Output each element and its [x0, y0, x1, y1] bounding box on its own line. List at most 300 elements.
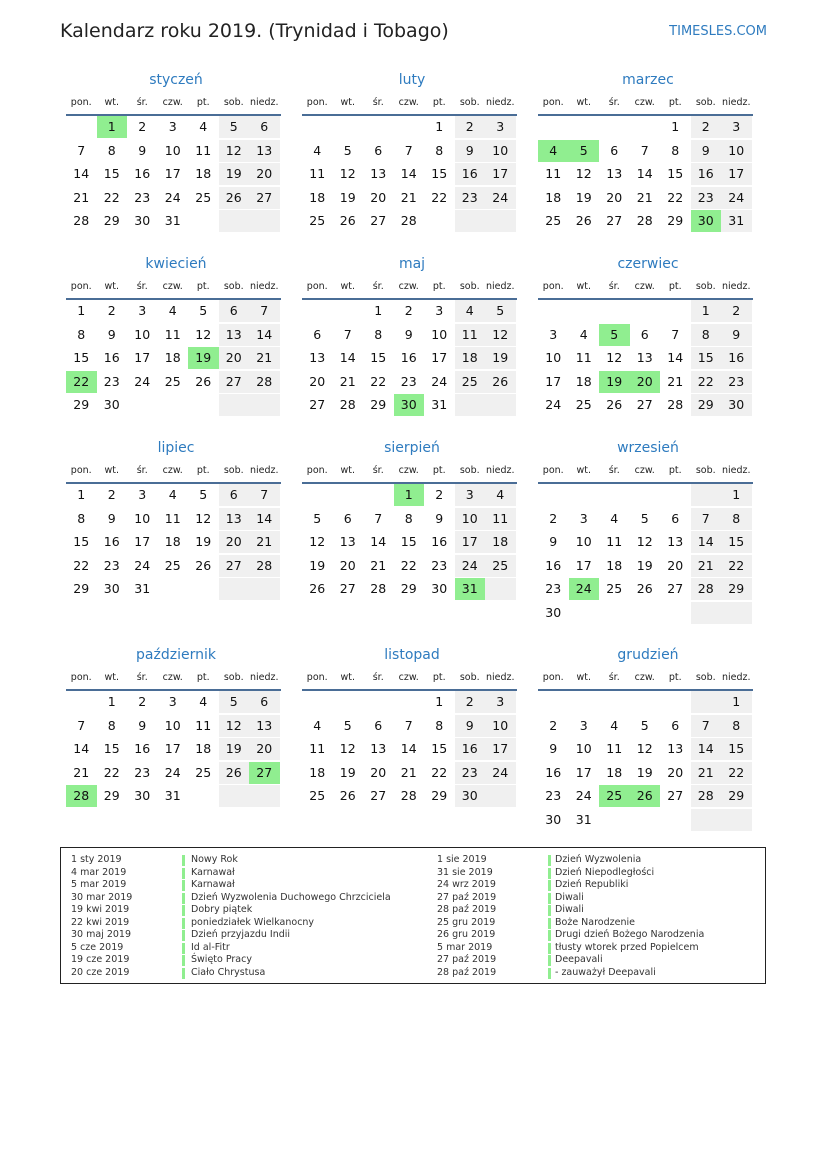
- day-cell: 16: [431, 534, 448, 549]
- day-cell: 29: [721, 785, 752, 807]
- day-cell: 24: [569, 578, 600, 600]
- empty-cell: [219, 394, 250, 416]
- day-cell: 6: [313, 326, 322, 342]
- day-cell: 27: [370, 788, 387, 803]
- day-cell: 27: [370, 213, 387, 228]
- day-cell: 3: [435, 303, 444, 318]
- day-cell: 25: [545, 213, 562, 228]
- day-cell: 4: [168, 303, 177, 318]
- day-cell: 26: [219, 187, 250, 209]
- empty-cell: [569, 300, 600, 322]
- weekday-header: wt.: [104, 672, 119, 683]
- day-cell: 28: [66, 785, 97, 807]
- day-cell: 18: [195, 166, 212, 181]
- weekday-header: sob.: [459, 97, 480, 108]
- page-title: Kalendarz roku 2019. (Trynidad i Tobago): [60, 20, 449, 42]
- empty-cell: [630, 691, 661, 713]
- day-cell: 23: [455, 762, 486, 784]
- day-cell: 22: [103, 764, 120, 780]
- day-cell: 25: [164, 373, 181, 389]
- day-cell: 3: [549, 326, 558, 342]
- day-cell: 23: [545, 581, 562, 596]
- day-cell: 26: [485, 371, 516, 393]
- legend-marker: [548, 893, 551, 904]
- legend-holiday-name: Święto Pracy: [191, 954, 252, 965]
- empty-cell: [158, 394, 189, 416]
- day-cell: 19: [636, 557, 653, 573]
- day-cell: 11: [164, 326, 181, 342]
- day-cell: 4: [455, 300, 486, 322]
- empty-cell: [569, 691, 600, 713]
- day-cell: 30: [691, 210, 722, 232]
- empty-cell: [538, 116, 569, 138]
- day-cell: 20: [339, 557, 356, 573]
- day-cell: 26: [219, 762, 250, 784]
- day-cell: 24: [431, 373, 448, 389]
- weekday-header: pon.: [542, 97, 564, 108]
- day-cell: 17: [485, 738, 516, 760]
- day-cell: 28: [691, 785, 722, 807]
- weekday-header: śr.: [372, 97, 384, 108]
- day-cell: 8: [721, 715, 752, 737]
- day-cell: 20: [606, 189, 623, 205]
- legend-marker: [182, 955, 185, 966]
- day-cell: 27: [667, 581, 684, 596]
- legend-marker: [548, 955, 551, 966]
- weekday-header: pt.: [432, 97, 446, 108]
- day-cell: 4: [485, 484, 516, 506]
- weekday-header: sob.: [695, 672, 716, 683]
- weekday-header: sob.: [459, 465, 480, 476]
- day-cell: 11: [195, 142, 212, 158]
- weekday-header: niedz.: [485, 97, 515, 108]
- day-cell: 14: [339, 350, 356, 365]
- legend-holiday-name: Karnawał: [191, 879, 235, 890]
- weekday-header: pt.: [432, 281, 446, 292]
- day-cell: 13: [249, 715, 280, 737]
- day-cell: 9: [455, 715, 486, 737]
- day-cell: 11: [575, 350, 592, 365]
- empty-cell: [249, 785, 280, 807]
- weekday-header: pon.: [306, 281, 328, 292]
- day-cell: 14: [691, 531, 722, 553]
- day-cell: 19: [485, 347, 516, 369]
- day-cell: 14: [691, 738, 722, 760]
- day-cell: 1: [721, 691, 752, 713]
- month-name: luty: [398, 72, 426, 88]
- day-cell: 31: [134, 581, 151, 596]
- empty-cell: [394, 116, 425, 138]
- day-cell: 6: [610, 142, 619, 158]
- day-cell: 18: [164, 534, 181, 549]
- day-cell: 16: [691, 163, 722, 185]
- day-cell: 21: [667, 373, 684, 389]
- weekday-header: czw.: [634, 281, 655, 292]
- day-cell: 11: [545, 166, 562, 181]
- day-cell: 4: [313, 717, 322, 733]
- empty-cell: [569, 484, 600, 506]
- day-cell: 30: [134, 788, 151, 803]
- day-cell: 24: [575, 788, 592, 803]
- day-cell: 18: [575, 373, 592, 389]
- legend-marker: [548, 930, 551, 941]
- day-cell: 9: [691, 140, 722, 162]
- weekday-header: śr.: [136, 281, 148, 292]
- weekday-header: pt.: [196, 465, 210, 476]
- day-cell: 10: [485, 715, 516, 737]
- empty-cell: [569, 116, 600, 138]
- day-cell: 22: [66, 371, 97, 393]
- day-cell: 8: [721, 508, 752, 530]
- day-cell: 26: [195, 373, 212, 389]
- day-cell: 10: [164, 142, 181, 158]
- day-cell: 21: [400, 764, 417, 780]
- empty-cell: [363, 484, 394, 506]
- day-cell: 6: [640, 326, 649, 342]
- weekday-header: pon.: [70, 281, 92, 292]
- day-cell: 4: [199, 119, 208, 134]
- empty-cell: [455, 210, 486, 232]
- day-cell: 15: [370, 350, 387, 365]
- day-cell: 2: [455, 691, 486, 713]
- month-name: lipiec: [157, 440, 195, 456]
- empty-cell: [302, 691, 333, 713]
- day-cell: 13: [309, 350, 326, 365]
- month-name: styczeń: [149, 72, 203, 88]
- day-cell: 8: [374, 326, 383, 342]
- weekday-header: śr.: [136, 672, 148, 683]
- day-cell: 9: [549, 741, 558, 756]
- day-cell: 9: [404, 326, 413, 342]
- day-cell: 31: [164, 788, 181, 803]
- day-cell: 25: [606, 581, 623, 596]
- empty-cell: [599, 691, 630, 713]
- day-cell: 16: [103, 534, 120, 549]
- day-cell: 12: [195, 326, 212, 342]
- day-cell: 23: [431, 557, 448, 573]
- day-cell: 13: [370, 166, 387, 181]
- day-cell: 29: [431, 788, 448, 803]
- day-cell: 1: [721, 484, 752, 506]
- day-cell: 29: [73, 397, 90, 412]
- day-cell: 7: [671, 326, 680, 342]
- day-cell: 28: [370, 581, 387, 596]
- weekday-header: pon.: [70, 97, 92, 108]
- legend-holiday-name: tłusty wtorek przed Popielcem: [555, 941, 699, 953]
- weekday-header: czw.: [634, 465, 655, 476]
- day-cell: 1: [394, 484, 425, 506]
- month-name: maj: [398, 256, 426, 272]
- day-cell: 26: [309, 581, 326, 596]
- day-cell: 9: [138, 717, 147, 733]
- empty-cell: [660, 602, 691, 624]
- day-cell: 4: [579, 326, 588, 342]
- weekday-header: wt.: [340, 97, 355, 108]
- empty-cell: [660, 300, 691, 322]
- day-cell: 16: [545, 557, 562, 573]
- day-cell: 23: [545, 788, 562, 803]
- month-name: grudzień: [617, 647, 679, 663]
- day-cell: 13: [636, 350, 653, 365]
- weekday-header: czw.: [162, 672, 183, 683]
- weekday-header: pon.: [542, 465, 564, 476]
- day-cell: 18: [455, 347, 486, 369]
- day-cell: 25: [164, 557, 181, 573]
- day-cell: 7: [640, 142, 649, 158]
- day-cell: 30: [134, 213, 151, 228]
- weekday-header: wt.: [576, 281, 591, 292]
- legend-date: 28 paź 2019: [437, 966, 497, 978]
- day-cell: 19: [195, 534, 212, 549]
- day-cell: 25: [309, 788, 326, 803]
- legend-date: 27 paź 2019: [437, 954, 497, 965]
- day-cell: 5: [569, 140, 600, 162]
- empty-cell: [721, 602, 752, 624]
- day-cell: 4: [313, 142, 322, 158]
- day-cell: 31: [431, 397, 448, 412]
- day-cell: 5: [343, 717, 352, 733]
- day-cell: 19: [575, 189, 592, 205]
- day-cell: 17: [134, 350, 151, 365]
- weekday-header: sob.: [223, 97, 244, 108]
- empty-cell: [660, 484, 691, 506]
- day-cell: 7: [343, 326, 352, 342]
- day-cell: 12: [219, 715, 250, 737]
- day-cell: 24: [164, 189, 181, 205]
- day-cell: 28: [73, 213, 90, 228]
- day-cell: 27: [339, 581, 356, 596]
- day-cell: 9: [107, 326, 116, 342]
- day-cell: 1: [435, 119, 444, 134]
- day-cell: 22: [370, 373, 387, 389]
- weekday-header: wt.: [576, 465, 591, 476]
- day-cell: 5: [599, 324, 630, 346]
- legend-date: 5 mar 2019: [71, 879, 127, 890]
- day-cell: 16: [134, 166, 151, 181]
- day-cell: 12: [219, 140, 250, 162]
- day-cell: 24: [721, 187, 752, 209]
- day-cell: 9: [107, 510, 116, 526]
- empty-cell: [188, 394, 219, 416]
- day-cell: 10: [545, 350, 562, 365]
- day-cell: 24: [485, 187, 516, 209]
- day-cell: 20: [667, 764, 684, 780]
- day-cell: 17: [575, 557, 592, 573]
- day-cell: 5: [199, 303, 208, 318]
- empty-cell: [485, 394, 516, 416]
- day-cell: 30: [455, 785, 486, 807]
- day-cell: 20: [219, 531, 250, 553]
- day-cell: 13: [667, 741, 684, 756]
- day-cell: 10: [134, 326, 151, 342]
- empty-cell: [127, 394, 158, 416]
- day-cell: 26: [636, 581, 653, 596]
- day-cell: 25: [575, 397, 592, 412]
- legend-marker: [182, 905, 185, 916]
- weekday-header: pt.: [668, 97, 682, 108]
- day-cell: 30: [394, 394, 425, 416]
- day-cell: 30: [103, 397, 120, 412]
- weekday-header: śr.: [136, 465, 148, 476]
- empty-cell: [333, 691, 364, 713]
- legend-date: 27 paź 2019: [437, 891, 497, 903]
- day-cell: 7: [404, 717, 413, 733]
- legend-holiday-name: Drugi dzień Bożego Narodzenia: [555, 929, 705, 940]
- weekday-header: pt.: [432, 672, 446, 683]
- empty-cell: [599, 484, 630, 506]
- day-cell: 20: [309, 373, 326, 389]
- day-cell: 15: [721, 531, 752, 553]
- day-cell: 2: [107, 303, 116, 318]
- day-cell: 14: [73, 166, 90, 181]
- weekday-header: pt.: [668, 465, 682, 476]
- day-cell: 3: [138, 303, 147, 318]
- legend-holiday-name: poniedziałek Wielkanocny: [191, 916, 315, 928]
- brand-link[interactable]: TIMESLES.COM: [669, 24, 767, 39]
- legend-marker: [182, 880, 185, 891]
- legend-marker: [182, 930, 185, 941]
- day-cell: 29: [400, 581, 417, 596]
- day-cell: 27: [219, 371, 250, 393]
- day-cell: 8: [435, 717, 444, 733]
- day-cell: 4: [610, 717, 619, 733]
- day-cell: 2: [138, 119, 147, 134]
- weekday-header: wt.: [340, 465, 355, 476]
- legend-holiday-name: - zauważył Deepavali: [555, 966, 656, 978]
- weekday-header: pon.: [542, 672, 564, 683]
- day-cell: 26: [339, 213, 356, 228]
- day-cell: 3: [579, 510, 588, 526]
- day-cell: 2: [721, 300, 752, 322]
- empty-cell: [538, 300, 569, 322]
- day-cell: 26: [630, 785, 661, 807]
- day-cell: 14: [400, 166, 417, 181]
- day-cell: 8: [77, 326, 86, 342]
- day-cell: 15: [431, 741, 448, 756]
- weekday-header: śr.: [372, 281, 384, 292]
- day-cell: 12: [636, 741, 653, 756]
- month-name: marzec: [622, 72, 674, 88]
- empty-cell: [394, 691, 425, 713]
- day-cell: 10: [575, 741, 592, 756]
- weekday-header: niedz.: [721, 97, 751, 108]
- day-cell: 13: [249, 140, 280, 162]
- empty-cell: [249, 578, 280, 600]
- empty-cell: [630, 300, 661, 322]
- day-cell: 17: [721, 163, 752, 185]
- weekday-header: niedz.: [485, 672, 515, 683]
- day-cell: 11: [606, 741, 623, 756]
- day-cell: 3: [168, 694, 177, 709]
- legend-date: 30 maj 2019: [71, 929, 132, 940]
- day-cell: 27: [219, 555, 250, 577]
- day-cell: 2: [549, 717, 558, 733]
- day-cell: 29: [667, 213, 684, 228]
- day-cell: 25: [455, 371, 486, 393]
- weekday-header: sob.: [459, 672, 480, 683]
- day-cell: 1: [374, 303, 383, 318]
- weekday-header: czw.: [398, 281, 419, 292]
- legend-marker: [182, 968, 185, 979]
- day-cell: 9: [435, 510, 444, 526]
- day-cell: 25: [195, 189, 212, 205]
- day-cell: 11: [606, 534, 623, 549]
- day-cell: 24: [545, 397, 562, 412]
- day-cell: 17: [164, 166, 181, 181]
- day-cell: 14: [400, 741, 417, 756]
- day-cell: 27: [249, 762, 280, 784]
- weekday-header: sob.: [695, 465, 716, 476]
- day-cell: 24: [134, 373, 151, 389]
- empty-cell: [599, 809, 630, 831]
- day-cell: 11: [485, 508, 516, 530]
- day-cell: 19: [339, 189, 356, 205]
- day-cell: 16: [545, 764, 562, 780]
- day-cell: 1: [435, 694, 444, 709]
- day-cell: 11: [164, 510, 181, 526]
- day-cell: 4: [538, 140, 569, 162]
- day-cell: 18: [545, 189, 562, 205]
- day-cell: 5: [219, 116, 250, 138]
- weekday-header: wt.: [340, 281, 355, 292]
- legend-holiday-name: Dzień Wyzwolenia: [555, 854, 642, 865]
- month-name: kwiecień: [145, 256, 207, 272]
- day-cell: 29: [721, 578, 752, 600]
- day-cell: 11: [455, 324, 486, 346]
- day-cell: 10: [164, 717, 181, 733]
- day-cell: 30: [103, 581, 120, 596]
- holiday-legend: [60, 847, 766, 984]
- day-cell: 15: [691, 347, 722, 369]
- day-cell: 8: [107, 142, 116, 158]
- day-cell: 26: [195, 557, 212, 573]
- day-cell: 28: [667, 397, 684, 412]
- day-cell: 16: [400, 350, 417, 365]
- day-cell: 3: [168, 119, 177, 134]
- empty-cell: [660, 691, 691, 713]
- weekday-header: śr.: [372, 465, 384, 476]
- day-cell: 17: [164, 741, 181, 756]
- day-cell: 29: [370, 397, 387, 412]
- empty-cell: [485, 785, 516, 807]
- day-cell: 29: [73, 581, 90, 596]
- day-cell: 31: [455, 578, 486, 600]
- weekday-header: niedz.: [249, 97, 279, 108]
- day-cell: 20: [630, 371, 661, 393]
- legend-holiday-name: Karnawał: [191, 866, 235, 878]
- day-cell: 7: [691, 508, 722, 530]
- weekday-header: wt.: [340, 672, 355, 683]
- weekday-header: wt.: [576, 672, 591, 683]
- weekday-header: niedz.: [249, 672, 279, 683]
- day-cell: 2: [107, 487, 116, 502]
- day-cell: 10: [431, 326, 448, 342]
- legend-holiday-name: Diwali: [555, 891, 584, 903]
- day-cell: 28: [636, 213, 653, 228]
- empty-cell: [219, 785, 250, 807]
- day-cell: 29: [103, 788, 120, 803]
- day-cell: 18: [195, 741, 212, 756]
- empty-cell: [599, 300, 630, 322]
- empty-cell: [219, 210, 250, 232]
- weekday-header: pon.: [542, 281, 564, 292]
- legend-marker: [182, 943, 185, 954]
- day-cell: 15: [103, 166, 120, 181]
- weekday-header: czw.: [162, 465, 183, 476]
- legend-holiday-name: Diwali: [555, 904, 584, 915]
- day-cell: 22: [431, 764, 448, 780]
- day-cell: 25: [195, 764, 212, 780]
